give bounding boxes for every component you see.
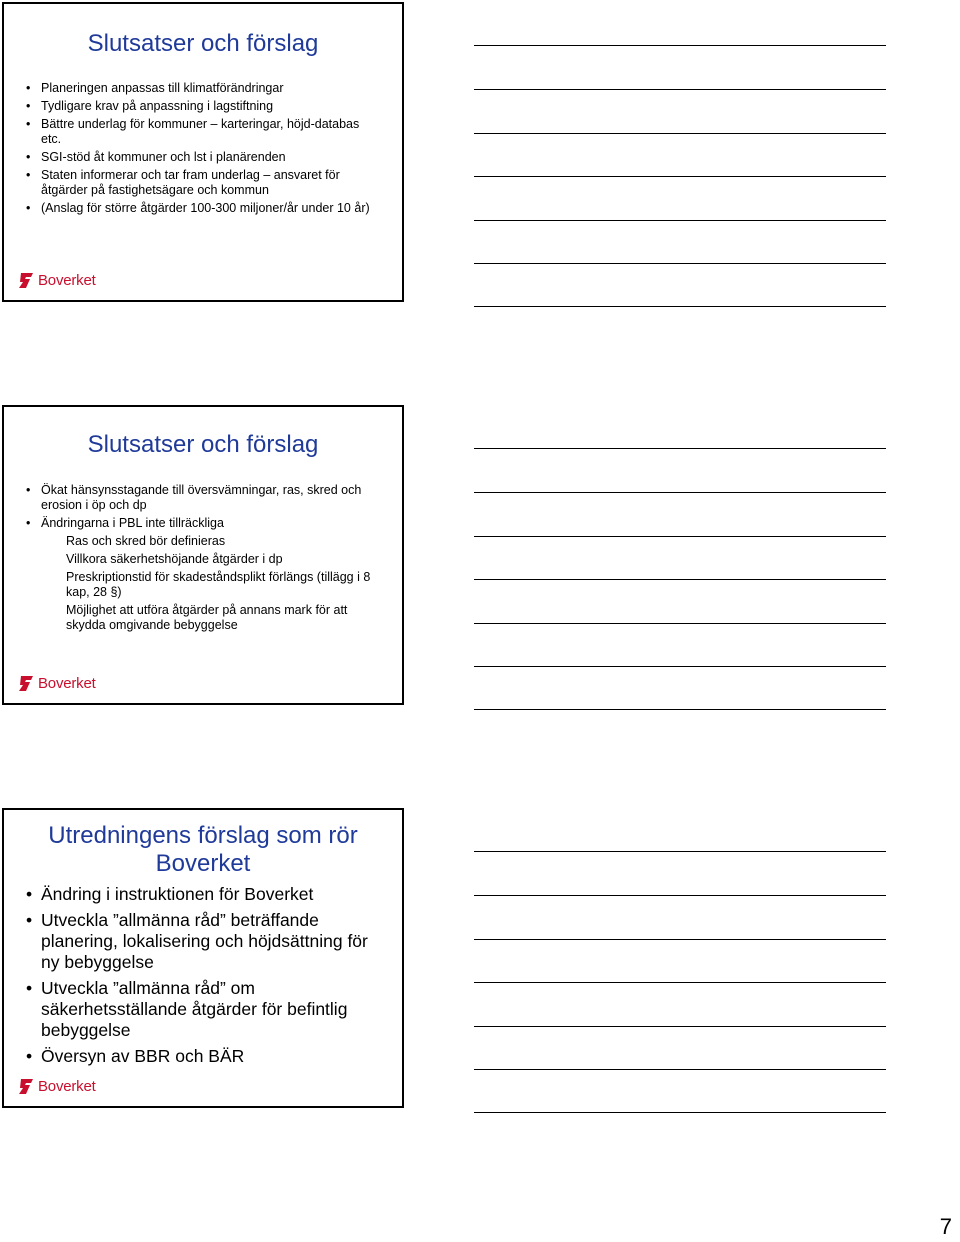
note-line [474,579,886,580]
bullet-item: • Ändring i instruktionen för Boverket [26,884,380,905]
slide-1-title: Slutsatser och förslag [87,30,319,57]
bullet-item: • SGI-stöd åt kommuner och lst i planärenden [26,150,380,165]
boverket-logo-icon [18,674,36,692]
note-line [474,623,886,624]
logo-text: Boverket [38,1077,96,1095]
bullet-item: • Ökat hänsynsstagande till översvämningar, ras, skred och erosion i öp och dp [26,483,380,513]
boverket-logo-icon [18,271,36,289]
slide-2 [2,405,404,705]
bullet-item: • Ändringarna i PBL inte tillräckliga [26,516,380,531]
boverket-logo-icon [18,1077,36,1095]
bullet-item: • Utveckla ”allmänna råd” beträffande planering, lokalisering och höjdsättning för ny bebyggelse [26,910,380,973]
bullet-item: • Bättre underlag för kommuner – karteringar, höjd-databas etc. [26,117,380,147]
slide-3 [2,808,404,1108]
slide-1 [2,2,404,302]
note-line [474,306,886,307]
slide-1-bullets [26,81,380,219]
bullet-item: • Planeringen anpassas till klimatförändringar [26,81,380,96]
note-line [474,176,886,177]
slide-3-bullets [26,884,380,1072]
sub-bullet-item: Ras och skred bör definieras [66,534,226,548]
bullet-item: • Tydligare krav på anpassning i lagstiftning [26,99,380,114]
note-line [474,45,886,46]
note-line [474,939,886,940]
note-line [474,709,886,710]
note-line [474,1026,886,1027]
boverket-logo [18,1076,96,1096]
note-line [474,666,886,667]
bullet-item: • (Anslag för större åtgärder 100-300 miljoner/år under 10 år) [26,201,380,216]
bullet-item: • Utveckla ”allmänna råd” om säkerhetsställande åtgärder för befintlig bebyggelse [26,978,380,1041]
boverket-logo [18,270,96,290]
note-line [474,448,886,449]
slide-3-title: Utredningens förslag som rör Boverket [48,822,358,877]
sub-bullet-item: Möjlighet att utföra åtgärder på annans mark för att skydda omgivande bebyggelse [66,603,348,632]
note-line [474,1069,886,1070]
slide-2-bullets [26,483,380,636]
note-line [474,133,886,134]
note-line [474,1112,886,1113]
slide-2-title: Slutsatser och förslag [87,431,319,458]
note-line [474,851,886,852]
boverket-logo [18,673,96,693]
sub-bullet-item: Preskriptionstid för skadeståndsplikt förlängs (tillägg i 8 kap, 28 §) [66,570,371,599]
bullet-item: • Översyn av BBR och BÄR [26,1046,380,1067]
note-line [474,263,886,264]
note-line [474,220,886,221]
note-line [474,536,886,537]
page-number: 7 [939,1214,952,1239]
note-line [474,89,886,90]
bullet-item: • Staten informerar och tar fram underlag – ansvaret för åtgärder på fastighetsägare och kommun [26,168,380,198]
logo-text: Boverket [38,271,96,289]
note-line [474,982,886,983]
note-line [474,895,886,896]
note-line [474,492,886,493]
logo-text: Boverket [38,674,96,692]
sub-bullet-item: Villkora säkerhetshöjande åtgärder i dp [66,552,283,566]
